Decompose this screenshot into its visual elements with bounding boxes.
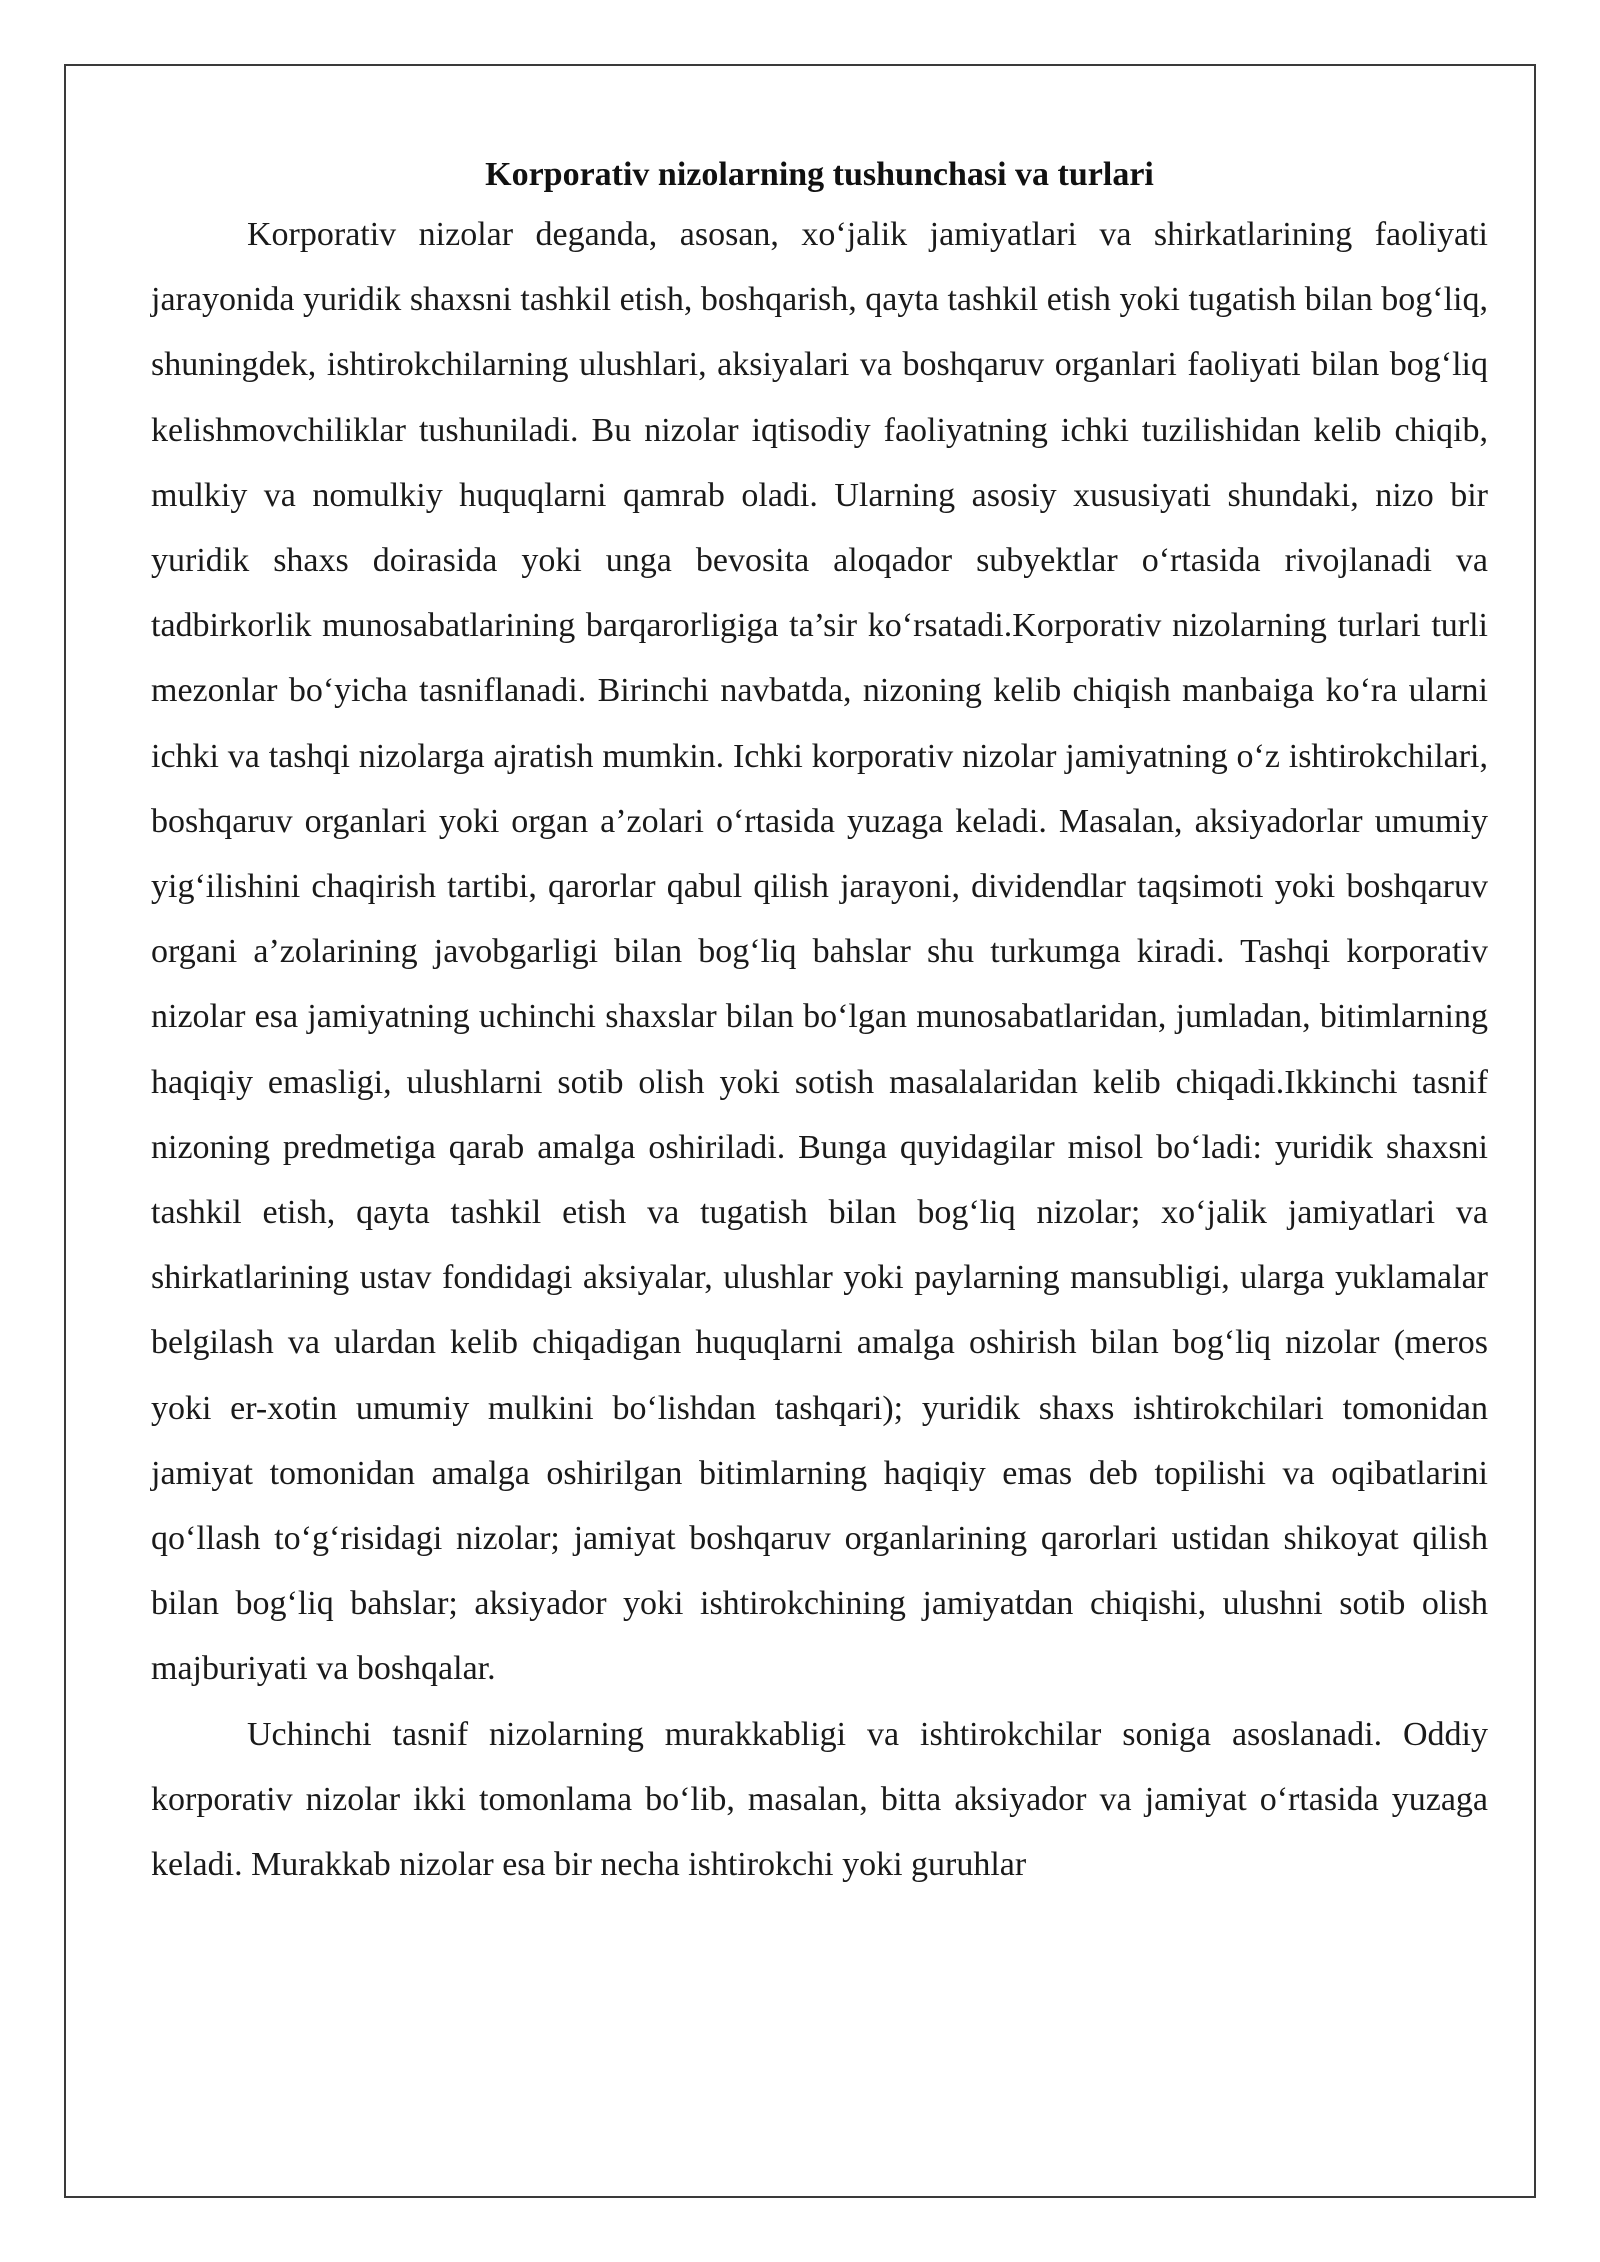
paragraph-2: Uchinchi tasnif nizolarning murakkabligi va ishtirokchilar soniga asoslanadi. Oddiy korporativ nizolar ikki tomonlama bo‘lib, masalan, bitta aksiyador va jamiyat o‘rtasida yuzaga keladi. Murakkab nizolar esa bir necha ishtirokchi yoki guruhlar: [151, 1715, 1488, 1884]
document-body: [151, 148, 1488, 1897]
paragraph-1: Korporativ nizolar deganda, asosan, xo‘jalik jamiyatlari va shirkatlarining faoliyati jarayonida yuridik shaxsni tashkil etish, boshqarish, qayta tashkil etish yoki tugatish bilan bog‘liq, shuningdek, ishtirokchilarning ulushlari, aksiyalari va boshqaruv organlari faoliyati bilan bog‘liq kelishmovchiliklar tushuniladi. Bu nizolar iqtisodiy faoliyatning ichki tuzilishidan kelib chiqib, mulkiy va nomulkiy huquqlarni qamrab oladi. Ularning asosiy xususiyati shundaki, nizo bir yuridik shaxs doirasida yoki unga bevosita aloqador subyektlar o‘rtasida rivojlanadi va tadbirkorlik munosabatlarining barqarorligiga ta’sir ko‘rsatadi.Korporativ nizolarning turlari turli mezonlar bo‘yicha tasniflanadi. Birinchi navbatda, nizoning kelib chiqish manbaiga ko‘ra ularni ichki va tashqi nizolarga ajratish mumkin. Ichki korporativ nizolar jamiyatning o‘z ishtirokchilari, boshqaruv organlari yoki organ a’zolari o‘rtasida yuzaga keladi. Masalan, aksiyadorlar umumiy yig‘ilishini chaqirish tartibi, qarorlar qabul qilish jarayoni, dividendlar taqsimoti yoki boshqaruv organi a’zolarining javobgarligi bilan bog‘liq bahslar shu turkumga kiradi. Tashqi korporativ nizolar esa jamiyatning uchinchi shaxslar bilan bo‘lgan munosabatlaridan, jumladan, bitimlarning haqiqiy emasligi, ulushlarni sotib olish yoki sotish masalalaridan kelib chiqadi.Ikkinchi tasnif nizoning predmetiga qarab amalga oshiriladi. Bunga quyidagilar misol bo‘ladi: yuridik shaxsni tashkil etish, qayta tashkil etish va tugatish bilan bog‘liq nizolar; xo‘jalik jamiyatlari va shirkatlarining ustav fondidagi aksiyalar, ulushlar yoki paylarning mansubligi, ularga yuklamalar belgilash va ulardan kelib chiqadigan huquqlarni amalga oshirish bilan bog‘liq nizolar (meros yoki er-xotin umumiy mulkini bo‘lishdan tashqari); yuridik shaxs ishtirokchilari tomonidan jamiyat tomonidan amalga oshirilgan bitimlarning haqiqiy emas deb topilishi va oqibatlarini qo‘llash to‘g‘risidagi nizolar; jamiyat boshqaruv organlarining qarorlari ustidan shikoyat qilish bilan bog‘liq bahslar; aksiyador yoki ishtirokchining jamiyatdan chiqishi, ulushni sotib olish majburiyati va boshqalar.: [151, 216, 1488, 1688]
document-title: Korporativ nizolarning tushunchasi va turlari: [485, 156, 1154, 193]
